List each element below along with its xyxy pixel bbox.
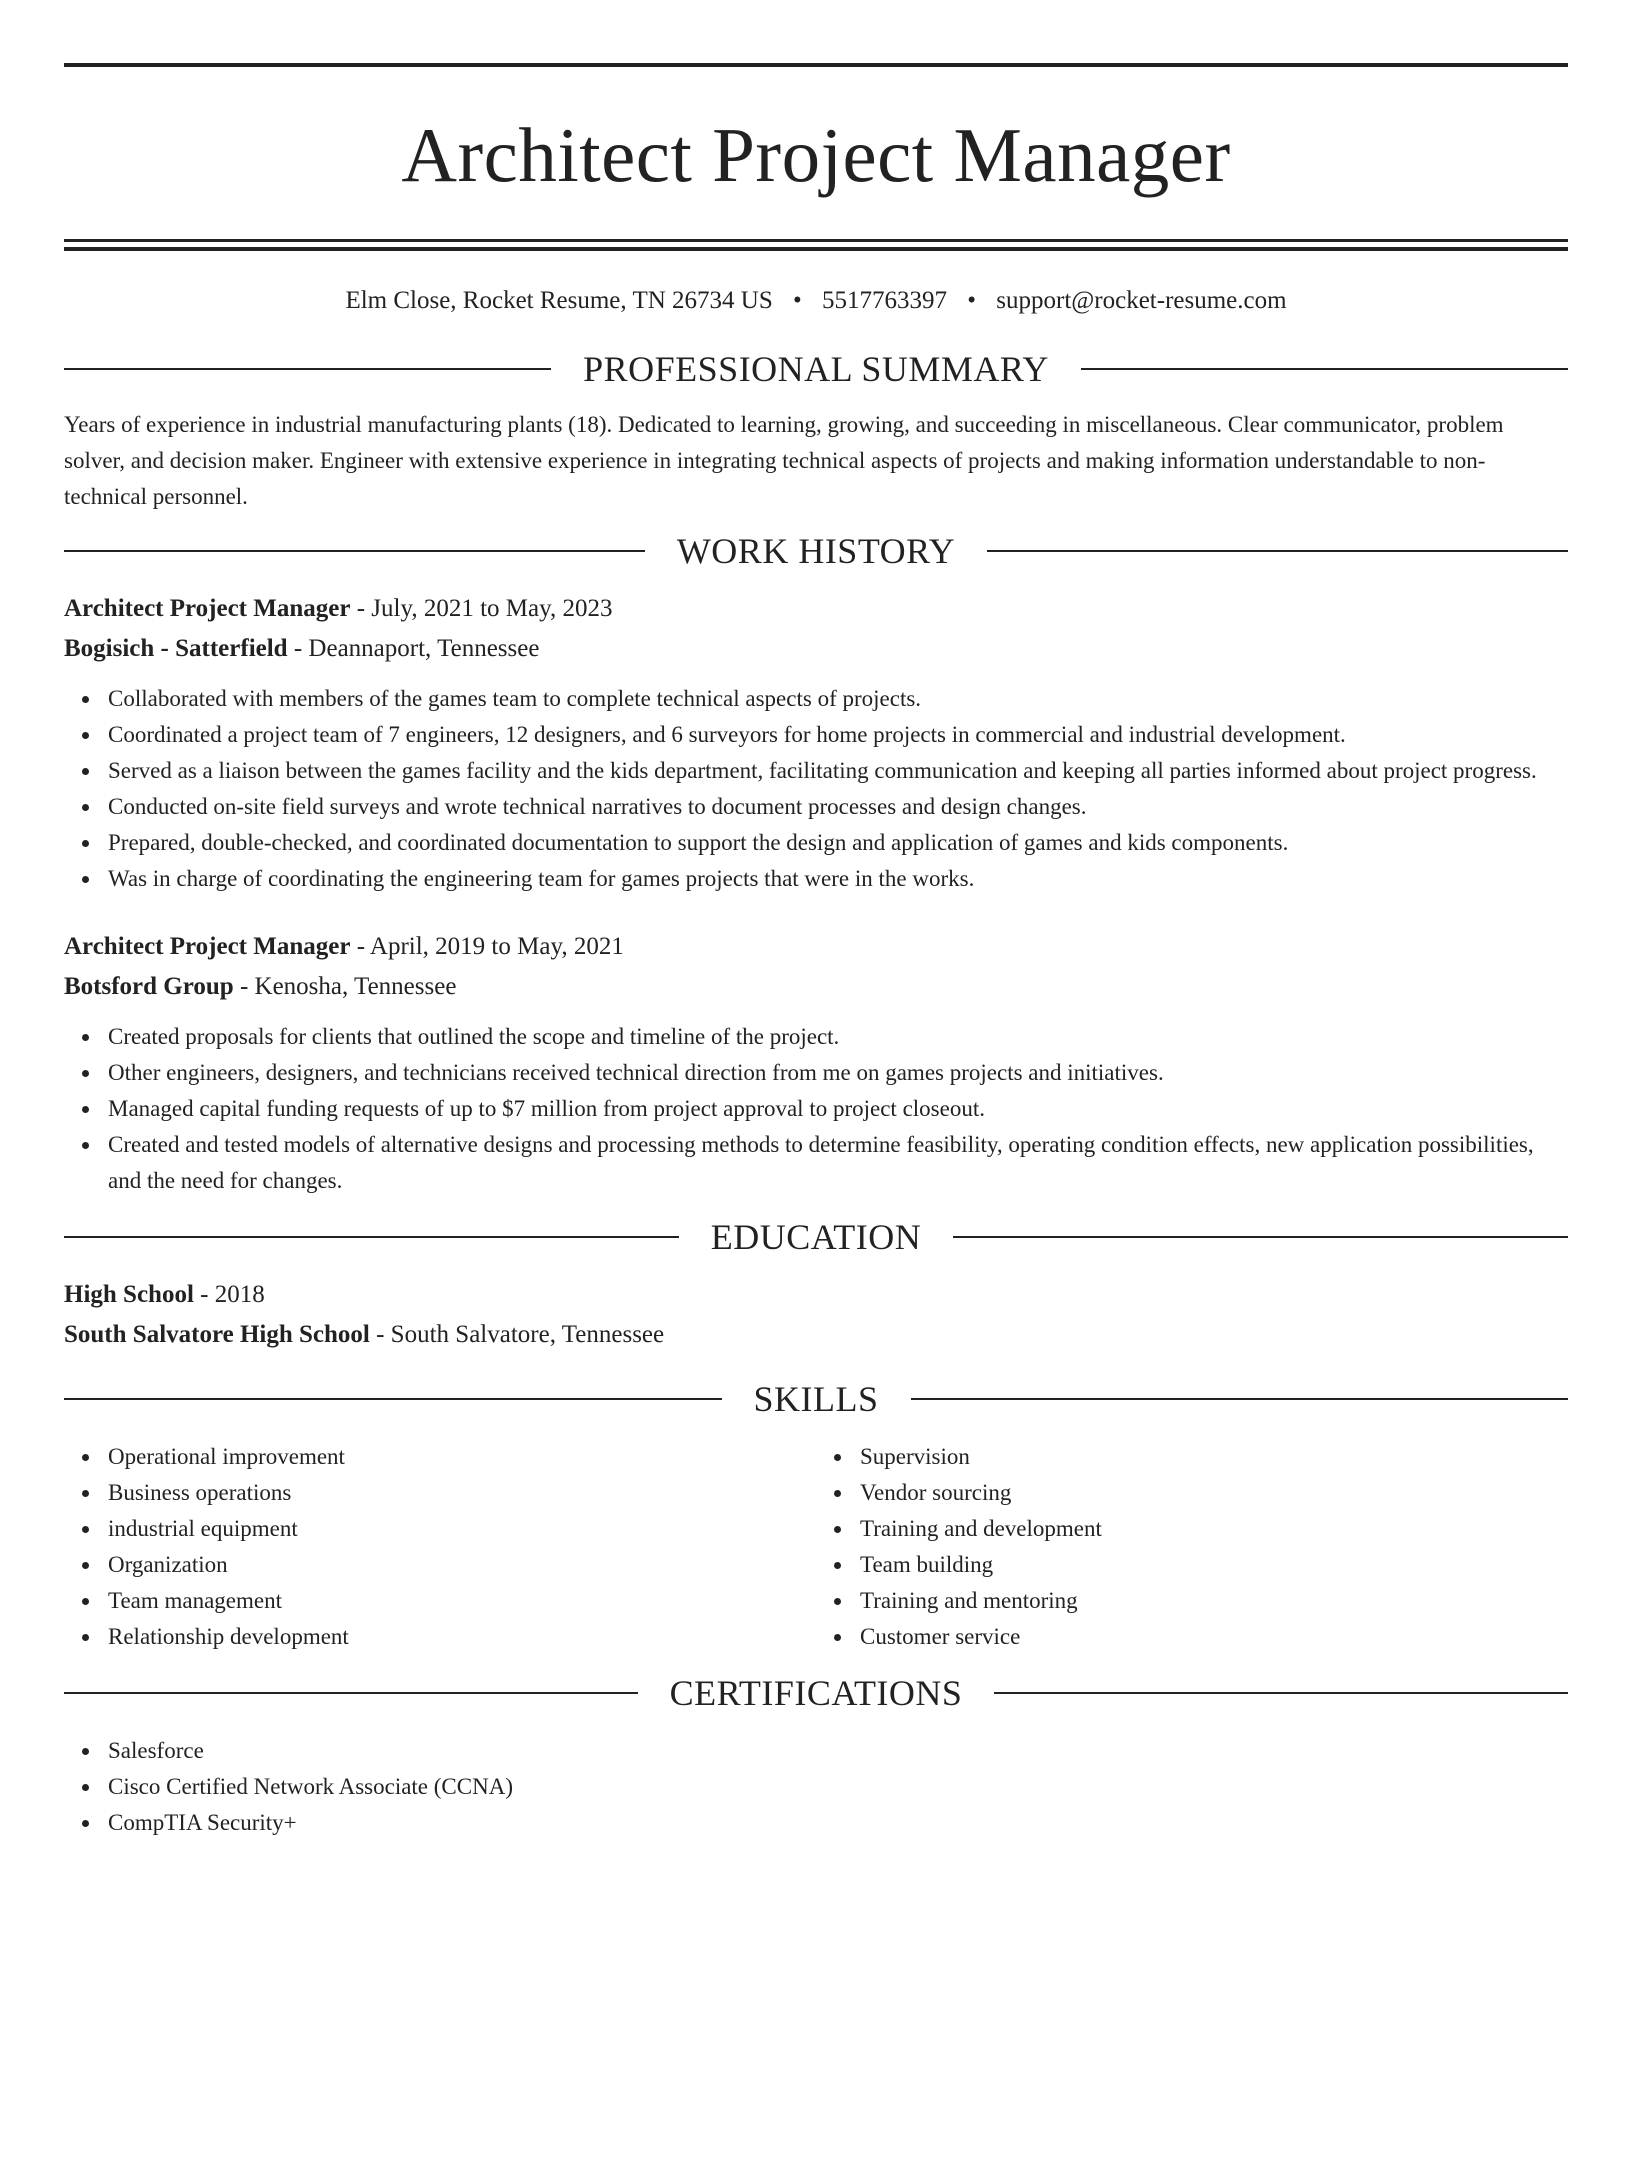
summary-section-header [64,347,1568,391]
job-location: - Deannaport, Tennessee [287,635,540,662]
skill-item: Vendor sourcing [860,1475,1568,1511]
skill-item: Training and mentoring [860,1583,1568,1619]
skill-item: Team building [860,1547,1568,1583]
skill-item: Business operations [108,1475,816,1511]
certification-item: CompTIA Security+ [108,1805,1568,1841]
section-rule [1081,368,1568,370]
job-title-line [64,927,1568,967]
resume-page [0,63,1632,2175]
education-school: South Salvatore High School [64,1321,370,1348]
education-school-line [64,1315,1568,1355]
job-entry [64,927,1568,1199]
job-location: - Kenosha, Tennessee [233,973,457,1000]
section-rule [987,550,1568,552]
skill-item: Organization [108,1547,816,1583]
skill-item: Training and development [860,1511,1568,1547]
section-rule [994,1692,1568,1694]
job-bullets [64,1019,1568,1199]
job-dates: - April, 2019 to May, 2021 [350,933,624,960]
section-rule [64,368,551,370]
job-bullet: Collaborated with members of the games team to complete technical aspects of projects. [108,681,1568,717]
job-bullet: Created proposals for clients that outlined the scope and timeline of the project. [108,1019,1568,1055]
certification-item: Cisco Certified Network Associate (CCNA) [108,1769,1568,1805]
job-company: Bogisich - Satterfield [64,635,288,662]
skill-item: Customer service [860,1619,1568,1655]
job-bullet: Coordinated a project team of 7 engineers, 12 designers, and 6 surveyors for home projects in commercial and industrial development. [108,717,1568,753]
job-bullet: Was in charge of coordinating the engineering team for games projects that were in the works. [108,861,1568,897]
job-company: Botsford Group [64,973,234,1000]
skill-item: Supervision [860,1439,1568,1475]
education-entry [64,1275,1568,1355]
job-title: Architect Project Manager [64,933,351,960]
summary-text: Years of experience in industrial manufacturing plants (18). Dedicated to learning, growing, and succeeding in miscellaneous. Clear communicator, problem solver, and decision maker. Engineer with extensive experience in integrating technical aspects of projects and making information understandable to non-technical personnel. [64,412,1504,509]
skill-item: industrial equipment [108,1511,816,1547]
job-bullet: Prepared, double-checked, and coordinated documentation to support the design and application of games and kids components. [108,825,1568,861]
contact-address: Elm Close, Rocket Resume, TN 26734 US [345,287,773,314]
job-company-line [64,629,1568,669]
job-entry [64,589,1568,897]
education-section-header [64,1215,1568,1259]
top-rule [64,63,1568,67]
certification-item: Salesforce [108,1733,1568,1769]
certifications-section-header [64,1671,1568,1715]
contact-email: support@rocket-resume.com [996,287,1287,314]
job-bullets [64,681,1568,897]
job-bullet: Conducted on-site field surveys and wrote technical narratives to document processes and design changes. [108,789,1568,825]
contact-separator: • [967,287,977,314]
job-bullet: Created and tested models of alternative designs and processing methods to determine feasibility, operating condition effects, new application possibilities, and the need for changes. [108,1127,1568,1199]
section-rule [64,1692,638,1694]
section-rule [64,550,645,552]
contact-line [64,285,1568,317]
education-heading: EDUCATION [710,1217,922,1257]
job-bullet: Other engineers, designers, and technicians received technical direction from me on games projects and initiatives. [108,1055,1568,1091]
section-rule [911,1398,1569,1400]
resume-name: Architect Project Manager [401,112,1231,198]
work-heading: WORK HISTORY [676,531,956,571]
education-location: - South Salvatore, Tennessee [369,1321,665,1348]
job-title: Architect Project Manager [64,595,351,622]
skills-section-header [64,1377,1568,1421]
work-section-header [64,529,1568,573]
skills-grid [64,1439,1568,1655]
job-bullet: Served as a liaison between the games facility and the kids department, facilitating communication and keeping all parties informed about project progress. [108,753,1568,789]
skill-item: Relationship development [108,1619,816,1655]
summary-heading: PROFESSIONAL SUMMARY [583,349,1049,389]
contact-separator: • [792,287,802,314]
skill-item: Team management [108,1583,816,1619]
certifications-list [64,1733,1568,1841]
education-degree: High School [64,1281,194,1308]
section-rule [64,1236,679,1238]
header-double-rule [64,239,1568,251]
job-title-line [64,589,1568,629]
contact-phone: 5517763397 [822,287,947,314]
skills-heading: SKILLS [753,1379,879,1419]
education-degree-line [64,1275,1568,1315]
education-year: - 2018 [193,1281,265,1308]
skill-item: Operational improvement [108,1439,816,1475]
section-rule [64,1398,722,1400]
skills-list-right [816,1439,1568,1655]
section-rule [953,1236,1568,1238]
certifications-heading: CERTIFICATIONS [669,1673,963,1713]
job-bullet: Managed capital funding requests of up to $7 million from project approval to project closeout. [108,1091,1568,1127]
job-dates: - July, 2021 to May, 2023 [350,595,613,622]
job-company-line [64,967,1568,1007]
skills-list-left [64,1439,816,1655]
